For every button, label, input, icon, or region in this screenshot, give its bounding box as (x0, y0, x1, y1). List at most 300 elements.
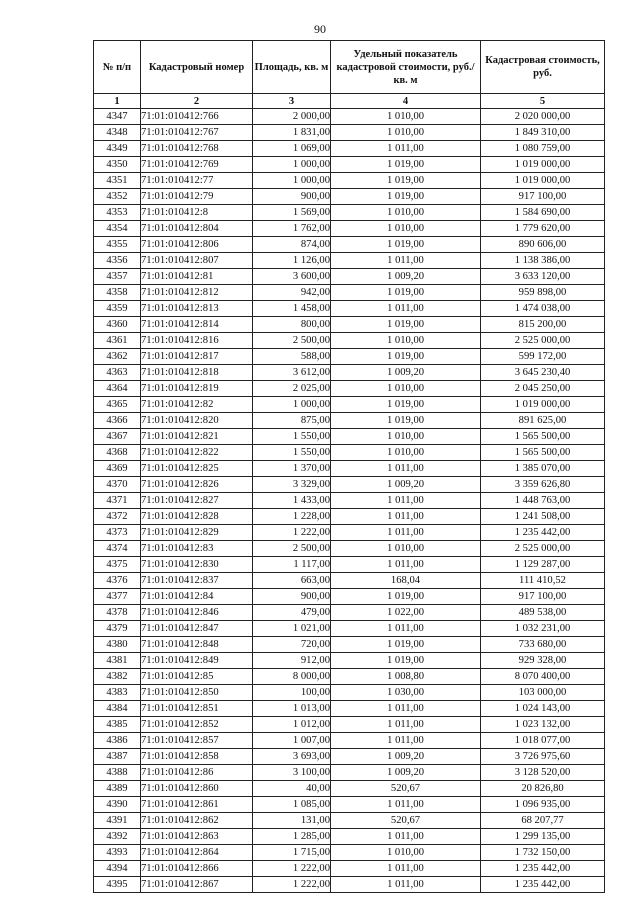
table-row (94, 749, 605, 765)
unit-value-cell: 520,67 (331, 813, 481, 829)
unit-value-cell: 1 011,00 (331, 525, 481, 541)
header-cadastral-number: Кадастровый номер (141, 41, 253, 94)
unit-value-cell: 1 019,00 (331, 237, 481, 253)
row-number-cell: 4375 (94, 557, 141, 573)
cadastral-number-cell: 71:01:010412:828 (141, 509, 253, 525)
unit-value-cell: 1 010,00 (331, 221, 481, 237)
cadastral-number-cell: 71:01:010412:829 (141, 525, 253, 541)
area-cell: 1 433,00 (253, 493, 331, 509)
unit-value-cell: 1 019,00 (331, 285, 481, 301)
area-cell: 912,00 (253, 653, 331, 669)
cadastral-number-cell: 71:01:010412:849 (141, 653, 253, 669)
area-cell: 1 013,00 (253, 701, 331, 717)
cadastral-number-cell: 71:01:010412:821 (141, 429, 253, 445)
cadastral-value-cell: 917 100,00 (481, 189, 605, 205)
unit-value-cell: 1 010,00 (331, 541, 481, 557)
unit-value-cell: 1 011,00 (331, 141, 481, 157)
unit-value-cell: 1 011,00 (331, 493, 481, 509)
unit-value-cell: 1 010,00 (331, 205, 481, 221)
table-row (94, 733, 605, 749)
area-cell: 1 126,00 (253, 253, 331, 269)
table-row (94, 541, 605, 557)
row-number-cell: 4366 (94, 413, 141, 429)
table-row (94, 109, 605, 125)
area-cell: 479,00 (253, 605, 331, 621)
cadastral-value-cell: 2 020 000,00 (481, 109, 605, 125)
header-row (94, 41, 605, 94)
area-cell: 100,00 (253, 685, 331, 701)
area-cell: 900,00 (253, 189, 331, 205)
row-number-cell: 4376 (94, 573, 141, 589)
table-row (94, 349, 605, 365)
row-number-cell: 4348 (94, 125, 141, 141)
unit-value-cell: 1 011,00 (331, 301, 481, 317)
cadastral-value-cell: 1 584 690,00 (481, 205, 605, 221)
table-row (94, 237, 605, 253)
cadastral-value-cell: 3 645 230,40 (481, 365, 605, 381)
table-row (94, 413, 605, 429)
area-cell: 1 000,00 (253, 397, 331, 413)
cadastral-number-cell: 71:01:010412:837 (141, 573, 253, 589)
cadastral-value-cell: 1 565 500,00 (481, 429, 605, 445)
unit-value-cell: 1 019,00 (331, 189, 481, 205)
cadastral-number-cell: 71:01:010412:846 (141, 605, 253, 621)
unit-value-cell: 1 011,00 (331, 253, 481, 269)
unit-value-cell: 1 019,00 (331, 349, 481, 365)
table-row (94, 333, 605, 349)
unit-value-cell: 1 009,20 (331, 749, 481, 765)
cadastral-value-cell: 2 525 000,00 (481, 333, 605, 349)
unit-value-cell: 520,67 (331, 781, 481, 797)
area-cell: 1 012,00 (253, 717, 331, 733)
area-cell: 1 285,00 (253, 829, 331, 845)
cadastral-value-cell: 1 241 508,00 (481, 509, 605, 525)
table-row (94, 477, 605, 493)
cadastral-number-cell: 71:01:010412:860 (141, 781, 253, 797)
table-row (94, 685, 605, 701)
cadastral-number-cell: 71:01:010412:83 (141, 541, 253, 557)
row-number-cell: 4359 (94, 301, 141, 317)
cadastral-value-cell: 1 849 310,00 (481, 125, 605, 141)
row-number-cell: 4363 (94, 365, 141, 381)
cadastral-value-cell: 890 606,00 (481, 237, 605, 253)
table-row (94, 429, 605, 445)
area-cell: 1 831,00 (253, 125, 331, 141)
cadastral-value-cell: 1 080 759,00 (481, 141, 605, 157)
unit-value-cell: 1 030,00 (331, 685, 481, 701)
row-number-cell: 4370 (94, 477, 141, 493)
cadastral-value-cell: 1 019 000,00 (481, 157, 605, 173)
table-row (94, 509, 605, 525)
cadastral-value-cell: 1 235 442,00 (481, 861, 605, 877)
column-number: 5 (481, 94, 605, 109)
row-number-cell: 4355 (94, 237, 141, 253)
row-number-cell: 4368 (94, 445, 141, 461)
unit-value-cell: 1 022,00 (331, 605, 481, 621)
row-number-cell: 4374 (94, 541, 141, 557)
unit-value-cell: 1 019,00 (331, 589, 481, 605)
area-cell: 588,00 (253, 349, 331, 365)
cadastral-value-cell: 599 172,00 (481, 349, 605, 365)
table-row (94, 461, 605, 477)
column-number: 3 (253, 94, 331, 109)
area-cell: 3 329,00 (253, 477, 331, 493)
cadastral-value-cell: 2 045 250,00 (481, 381, 605, 397)
cadastral-value-cell: 917 100,00 (481, 589, 605, 605)
table-row (94, 669, 605, 685)
table-row (94, 845, 605, 861)
cadastral-value-cell: 1 779 620,00 (481, 221, 605, 237)
table-row (94, 493, 605, 509)
column-number: 2 (141, 94, 253, 109)
unit-value-cell: 1 011,00 (331, 461, 481, 477)
cadastral-number-cell: 71:01:010412:819 (141, 381, 253, 397)
cadastral-number-cell: 71:01:010412:858 (141, 749, 253, 765)
cadastral-value-cell: 3 726 975,60 (481, 749, 605, 765)
unit-value-cell: 1 011,00 (331, 733, 481, 749)
cadastral-number-cell: 71:01:010412:79 (141, 189, 253, 205)
cadastral-number-cell: 71:01:010412:820 (141, 413, 253, 429)
row-number-cell: 4364 (94, 381, 141, 397)
unit-value-cell: 1 011,00 (331, 829, 481, 845)
area-cell: 1 117,00 (253, 557, 331, 573)
cadastral-value-cell: 1 299 135,00 (481, 829, 605, 845)
cadastral-number-cell: 71:01:010412:861 (141, 797, 253, 813)
cadastral-number-cell: 71:01:010412:768 (141, 141, 253, 157)
area-cell: 1 550,00 (253, 429, 331, 445)
row-number-cell: 4389 (94, 781, 141, 797)
cadastral-number-cell: 71:01:010412:830 (141, 557, 253, 573)
area-cell: 131,00 (253, 813, 331, 829)
column-number: 4 (331, 94, 481, 109)
cadastral-number-cell: 71:01:010412:812 (141, 285, 253, 301)
unit-value-cell: 1 019,00 (331, 157, 481, 173)
area-cell: 8 000,00 (253, 669, 331, 685)
row-number-cell: 4362 (94, 349, 141, 365)
cadastral-value-cell: 1 018 077,00 (481, 733, 605, 749)
cadastral-number-cell: 71:01:010412:863 (141, 829, 253, 845)
table-row (94, 589, 605, 605)
unit-value-cell: 1 019,00 (331, 637, 481, 653)
row-number-cell: 4382 (94, 669, 141, 685)
row-number-cell: 4395 (94, 877, 141, 893)
area-cell: 1 000,00 (253, 157, 331, 173)
cadastral-number-cell: 71:01:010412:84 (141, 589, 253, 605)
cadastral-number-cell: 71:01:010412:857 (141, 733, 253, 749)
row-number-cell: 4391 (94, 813, 141, 829)
cadastral-number-cell: 71:01:010412:851 (141, 701, 253, 717)
unit-value-cell: 1 011,00 (331, 701, 481, 717)
cadastral-value-cell: 1 096 935,00 (481, 797, 605, 813)
cadastral-number-cell: 71:01:010412:852 (141, 717, 253, 733)
cadastral-number-cell: 71:01:010412:766 (141, 109, 253, 125)
cadastral-number-cell: 71:01:010412:806 (141, 237, 253, 253)
row-number-cell: 4356 (94, 253, 141, 269)
unit-value-cell: 1 011,00 (331, 877, 481, 893)
table-row (94, 397, 605, 413)
row-number-cell: 4353 (94, 205, 141, 221)
cadastral-value-cell: 2 525 000,00 (481, 541, 605, 557)
row-number-cell: 4361 (94, 333, 141, 349)
cadastral-value-cell: 3 633 120,00 (481, 269, 605, 285)
table-row (94, 813, 605, 829)
row-number-cell: 4393 (94, 845, 141, 861)
unit-value-cell: 1 010,00 (331, 125, 481, 141)
area-cell: 1 222,00 (253, 861, 331, 877)
unit-value-cell: 1 009,20 (331, 269, 481, 285)
area-cell: 3 100,00 (253, 765, 331, 781)
table-row (94, 765, 605, 781)
table-row (94, 189, 605, 205)
table-row (94, 701, 605, 717)
unit-value-cell: 1 011,00 (331, 621, 481, 637)
cadastral-value-cell: 1 448 763,00 (481, 493, 605, 509)
column-number: 1 (94, 94, 141, 109)
cadastral-number-cell: 71:01:010412:767 (141, 125, 253, 141)
table-row (94, 717, 605, 733)
area-cell: 1 569,00 (253, 205, 331, 221)
row-number-cell: 4369 (94, 461, 141, 477)
header-unit-value: Удельный показатель кадастровой стоимости, руб./кв. м (331, 41, 481, 94)
cadastral-value-cell: 1 235 442,00 (481, 877, 605, 893)
table-row (94, 445, 605, 461)
cadastral-number-cell: 71:01:010412:826 (141, 477, 253, 493)
area-cell: 1 715,00 (253, 845, 331, 861)
unit-value-cell: 1 019,00 (331, 173, 481, 189)
header-row-number: № п/п (94, 41, 141, 94)
table-header (94, 41, 605, 109)
table-row (94, 781, 605, 797)
cadastral-value-cell: 1 019 000,00 (481, 397, 605, 413)
area-cell: 1 222,00 (253, 525, 331, 541)
row-number-cell: 4358 (94, 285, 141, 301)
area-cell: 1 222,00 (253, 877, 331, 893)
cadastral-value-cell: 929 328,00 (481, 653, 605, 669)
cadastral-value-cell: 1 129 287,00 (481, 557, 605, 573)
row-number-cell: 4379 (94, 621, 141, 637)
cadastral-number-cell: 71:01:010412:864 (141, 845, 253, 861)
table-row (94, 797, 605, 813)
column-number-row (94, 94, 605, 109)
table-row (94, 221, 605, 237)
area-cell: 874,00 (253, 237, 331, 253)
unit-value-cell: 1 010,00 (331, 381, 481, 397)
table-row (94, 125, 605, 141)
table-row (94, 653, 605, 669)
cadastral-number-cell: 71:01:010412:866 (141, 861, 253, 877)
table-row (94, 365, 605, 381)
unit-value-cell: 1 009,20 (331, 365, 481, 381)
row-number-cell: 4372 (94, 509, 141, 525)
unit-value-cell: 1 010,00 (331, 429, 481, 445)
area-cell: 1 458,00 (253, 301, 331, 317)
area-cell: 3 693,00 (253, 749, 331, 765)
area-cell: 2 000,00 (253, 109, 331, 125)
row-number-cell: 4380 (94, 637, 141, 653)
table-body (94, 109, 605, 893)
area-cell: 2 500,00 (253, 541, 331, 557)
area-cell: 1 550,00 (253, 445, 331, 461)
cadastral-value-cell: 1 235 442,00 (481, 525, 605, 541)
row-number-cell: 4378 (94, 605, 141, 621)
cadastral-number-cell: 71:01:010412:862 (141, 813, 253, 829)
cadastral-value-cell: 68 207,77 (481, 813, 605, 829)
cadastral-value-cell: 1 024 143,00 (481, 701, 605, 717)
row-number-cell: 4347 (94, 109, 141, 125)
area-cell: 1 021,00 (253, 621, 331, 637)
area-cell: 800,00 (253, 317, 331, 333)
cadastral-value-cell: 733 680,00 (481, 637, 605, 653)
unit-value-cell: 1 019,00 (331, 317, 481, 333)
page-number: 90 (314, 22, 326, 36)
cadastral-value-cell: 1 138 386,00 (481, 253, 605, 269)
row-number-cell: 4384 (94, 701, 141, 717)
row-number-cell: 4387 (94, 749, 141, 765)
table-row (94, 829, 605, 845)
unit-value-cell: 1 010,00 (331, 845, 481, 861)
cadastral-value-cell: 1 565 500,00 (481, 445, 605, 461)
cadastral-value-cell: 1 023 132,00 (481, 717, 605, 733)
table-row (94, 877, 605, 893)
cadastral-number-cell: 71:01:010412:847 (141, 621, 253, 637)
unit-value-cell: 1 011,00 (331, 797, 481, 813)
table-row (94, 621, 605, 637)
cadastral-value-cell: 959 898,00 (481, 285, 605, 301)
cadastral-value-cell: 815 200,00 (481, 317, 605, 333)
row-number-cell: 4394 (94, 861, 141, 877)
cadastral-number-cell: 71:01:010412:807 (141, 253, 253, 269)
cadastral-number-cell: 71:01:010412:848 (141, 637, 253, 653)
unit-value-cell: 1 009,20 (331, 765, 481, 781)
row-number-cell: 4373 (94, 525, 141, 541)
table-row (94, 861, 605, 877)
row-number-cell: 4349 (94, 141, 141, 157)
cadastral-number-cell: 71:01:010412:817 (141, 349, 253, 365)
cadastral-value-cell: 3 359 626,80 (481, 477, 605, 493)
table-row (94, 253, 605, 269)
row-number-cell: 4390 (94, 797, 141, 813)
cadastral-value-cell: 1 385 070,00 (481, 461, 605, 477)
cadastral-number-cell: 71:01:010412:82 (141, 397, 253, 413)
cadastral-number-cell: 71:01:010412:81 (141, 269, 253, 285)
area-cell: 663,00 (253, 573, 331, 589)
row-number-cell: 4383 (94, 685, 141, 701)
area-cell: 1 228,00 (253, 509, 331, 525)
row-number-cell: 4385 (94, 717, 141, 733)
cadastral-number-cell: 71:01:010412:822 (141, 445, 253, 461)
row-number-cell: 4350 (94, 157, 141, 173)
area-cell: 1 085,00 (253, 797, 331, 813)
unit-value-cell: 1 010,00 (331, 109, 481, 125)
table-row (94, 205, 605, 221)
row-number-cell: 4354 (94, 221, 141, 237)
cadastral-value-cell: 1 474 038,00 (481, 301, 605, 317)
header-cadastral-value: Кадастровая стоимость, руб. (481, 41, 605, 94)
unit-value-cell: 1 011,00 (331, 717, 481, 733)
table-row (94, 157, 605, 173)
unit-value-cell: 1 011,00 (331, 861, 481, 877)
cadastral-number-cell: 71:01:010412:813 (141, 301, 253, 317)
row-number-cell: 4365 (94, 397, 141, 413)
area-cell: 875,00 (253, 413, 331, 429)
area-cell: 1 000,00 (253, 173, 331, 189)
cadastral-number-cell: 71:01:010412:86 (141, 765, 253, 781)
table-row (94, 605, 605, 621)
table-row (94, 557, 605, 573)
cadastral-number-cell: 71:01:010412:850 (141, 685, 253, 701)
cadastral-number-cell: 71:01:010412:818 (141, 365, 253, 381)
area-cell: 720,00 (253, 637, 331, 653)
row-number-cell: 4381 (94, 653, 141, 669)
cadastral-number-cell: 71:01:010412:85 (141, 669, 253, 685)
area-cell: 2 500,00 (253, 333, 331, 349)
row-number-cell: 4360 (94, 317, 141, 333)
row-number-cell: 4367 (94, 429, 141, 445)
cadastral-value-cell: 489 538,00 (481, 605, 605, 621)
row-number-cell: 4392 (94, 829, 141, 845)
cadastral-value-cell: 891 625,00 (481, 413, 605, 429)
area-cell: 1 069,00 (253, 141, 331, 157)
cadastral-value-cell: 8 070 400,00 (481, 669, 605, 685)
row-number-cell: 4357 (94, 269, 141, 285)
area-cell: 1 762,00 (253, 221, 331, 237)
row-number-cell: 4352 (94, 189, 141, 205)
area-cell: 3 600,00 (253, 269, 331, 285)
table-row (94, 637, 605, 653)
cadastral-number-cell: 71:01:010412:867 (141, 877, 253, 893)
unit-value-cell: 1 009,20 (331, 477, 481, 493)
unit-value-cell: 1 011,00 (331, 557, 481, 573)
unit-value-cell: 1 010,00 (331, 445, 481, 461)
area-cell: 3 612,00 (253, 365, 331, 381)
table-row (94, 301, 605, 317)
row-number-cell: 4371 (94, 493, 141, 509)
unit-value-cell: 168,04 (331, 573, 481, 589)
cadastral-number-cell: 71:01:010412:827 (141, 493, 253, 509)
table-row (94, 141, 605, 157)
cadastral-number-cell: 71:01:010412:816 (141, 333, 253, 349)
area-cell: 900,00 (253, 589, 331, 605)
unit-value-cell: 1 010,00 (331, 333, 481, 349)
cadastral-number-cell: 71:01:010412:769 (141, 157, 253, 173)
unit-value-cell: 1 019,00 (331, 413, 481, 429)
cadastral-number-cell: 71:01:010412:825 (141, 461, 253, 477)
cadastral-value-table (93, 40, 605, 893)
table-row (94, 317, 605, 333)
unit-value-cell: 1 019,00 (331, 653, 481, 669)
cadastral-value-cell: 1 732 150,00 (481, 845, 605, 861)
area-cell: 2 025,00 (253, 381, 331, 397)
unit-value-cell: 1 008,80 (331, 669, 481, 685)
cadastral-number-cell: 71:01:010412:8 (141, 205, 253, 221)
cadastral-value-cell: 1 032 231,00 (481, 621, 605, 637)
row-number-cell: 4351 (94, 173, 141, 189)
table-row (94, 381, 605, 397)
cadastral-number-cell: 71:01:010412:814 (141, 317, 253, 333)
unit-value-cell: 1 019,00 (331, 397, 481, 413)
area-cell: 942,00 (253, 285, 331, 301)
cadastral-value-cell: 111 410,52 (481, 573, 605, 589)
table-row (94, 573, 605, 589)
table-row (94, 285, 605, 301)
cadastral-value-cell: 3 128 520,00 (481, 765, 605, 781)
area-cell: 40,00 (253, 781, 331, 797)
table-row (94, 525, 605, 541)
row-number-cell: 4388 (94, 765, 141, 781)
cadastral-value-cell: 20 826,80 (481, 781, 605, 797)
cadastral-number-cell: 71:01:010412:77 (141, 173, 253, 189)
cadastral-value-cell: 1 019 000,00 (481, 173, 605, 189)
